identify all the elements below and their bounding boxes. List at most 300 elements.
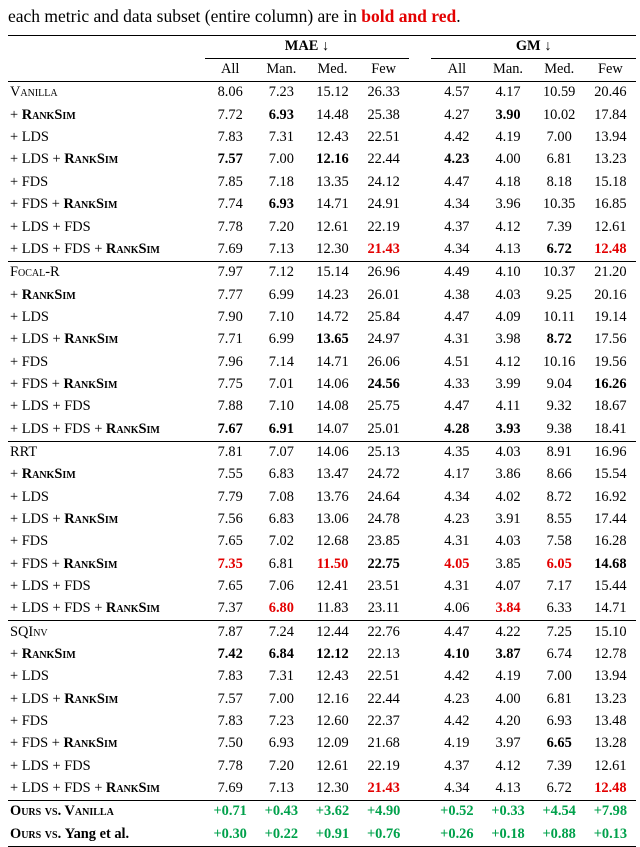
metric-cell: 22.51 [367,668,400,685]
column-spacer [409,509,431,531]
metric-cell: 16.85 [594,196,627,213]
metric-cell: +0.13 [593,825,628,842]
metric-cell: 23.51 [367,578,400,594]
metric-cell: 4.23 [444,690,470,707]
method-cell [8,351,205,373]
metric-cell: 6.91 [268,420,294,437]
metric-cell: 4.03 [495,286,521,303]
metric-cell: 7.78 [217,218,243,235]
method-cell [8,261,205,284]
metric-cell: 18.41 [594,420,627,437]
method-label-part: RankSim [64,690,119,707]
method-cell [8,644,205,666]
metric-cell: 4.27 [444,106,470,123]
column-spacer [409,149,431,171]
column-spacer [409,801,431,824]
metric-cell: 14.23 [316,286,349,303]
metric-cell: 4.37 [444,757,470,774]
column-spacer [409,329,431,351]
metric-cell: 6.81 [546,151,572,168]
metric-cell: 7.42 [217,646,243,663]
method-label-part: + FDS + [10,555,64,572]
method-label-part: + LDS [10,668,49,685]
metric-cell: 15.18 [594,173,627,190]
metric-cell: 4.37 [444,218,470,235]
method-cell [8,553,205,575]
table-row [8,801,636,824]
table-row [8,374,636,396]
method-label-part: RankSim [105,420,160,437]
metric-cell: 8.72 [546,488,572,505]
method-label-part: + FDS [10,713,49,730]
metric-cell: 7.81 [205,441,256,464]
metric-cell: 4.31 [444,533,470,550]
metric-cell: 17.56 [594,331,627,348]
column-spacer [409,374,431,396]
method-label-part: RankSim [63,196,118,213]
metric-cell: 7.12 [256,261,307,284]
metric-cell: 22.19 [367,757,400,774]
column-spacer [409,351,431,373]
column-spacer [409,284,431,306]
table-row [8,531,636,553]
method-label-part: RankSim [64,151,119,168]
column-spacer [409,823,431,846]
table-row [8,755,636,777]
metric-cell: 24.78 [367,510,400,527]
method-cell [8,509,205,531]
method-header-cell [8,35,205,58]
metric-cell: 4.00 [495,151,521,168]
method-cell [8,621,205,644]
metric-cell: 7.65 [217,578,243,594]
metric-cell: 15.10 [585,621,636,644]
metric-cell: 7.56 [217,510,243,527]
metric-cell: 7.75 [217,375,243,392]
column-header: Med. [307,58,358,81]
column-spacer [409,464,431,486]
metric-cell: 4.51 [444,353,470,370]
metric-cell: 11.50 [316,555,349,572]
column-spacer [409,171,431,193]
metric-cell: 7.00 [268,151,294,168]
method-cell [8,396,205,418]
metric-cell: +0.71 [205,801,256,824]
metric-cell: 7.39 [546,218,572,235]
metric-cell: 6.33 [546,600,572,617]
column-spacer [409,755,431,777]
method-cell [8,149,205,171]
method-label-part: + FDS [10,353,49,370]
method-label-part: + LDS + FDS [10,757,91,774]
metric-cell: 8.72 [546,331,572,348]
metric-cell: 7.14 [268,353,294,370]
metric-cell: 3.93 [495,420,521,437]
method-label-part: + LDS + FDS + [10,600,106,617]
metric-cell: 4.57 [444,84,470,101]
metric-cell: 24.97 [367,331,400,348]
method-cell [8,306,205,328]
metric-cell: 7.77 [217,286,243,303]
metric-cell: 13.65 [316,331,349,348]
metric-cell: 4.28 [444,420,470,437]
column-spacer [409,58,431,81]
table-row [8,216,636,238]
method-label-part: + FDS [10,533,49,550]
metric-cell: 6.93 [268,196,294,213]
method-label-part: + [10,646,22,663]
metric-cell: 4.20 [495,713,521,730]
column-header: Few [585,58,636,81]
metric-cell: 14.06 [316,375,349,392]
method-cell [8,329,205,351]
metric-cell: 7.13 [268,780,294,797]
metric-cell: 6.93 [546,713,572,730]
metric-cell: 6.83 [268,466,294,483]
metric-cell: 12.16 [316,690,349,707]
metric-cell: 7.50 [217,735,243,752]
method-cell [8,733,205,755]
metric-cell: 12.48 [594,240,627,257]
metric-cell: 10.37 [534,261,585,284]
metric-cell: 4.49 [431,261,482,284]
table-row [8,418,636,441]
metric-cell: 8.55 [546,510,572,527]
method-label-part: RRT [10,443,38,460]
metric-cell: 7.18 [268,173,294,190]
method-label-part: RankSim [21,646,76,663]
metric-cell: 7.20 [268,218,294,235]
table-row [8,464,636,486]
metric-cell: 4.17 [444,466,470,483]
metric-cell: 20.46 [594,84,627,101]
metric-cell: 22.76 [358,621,409,644]
metric-cell: 10.35 [542,196,576,213]
metric-cell: 13.06 [316,510,349,527]
column-header: Few [358,58,409,81]
caption-text-suffix: . [456,6,461,26]
metric-cell: 22.19 [367,218,400,235]
table-row [8,284,636,306]
method-cell [8,531,205,553]
table-row [8,644,636,666]
column-spacer [409,216,431,238]
metric-cell: 4.23 [444,510,470,527]
column-header: All [205,58,256,81]
metric-cell: 21.68 [367,735,400,752]
column-spacer [409,261,431,284]
table-row [8,127,636,149]
metric-cell: 13.23 [594,690,627,707]
column-spacer [409,238,431,261]
method-cell [8,194,205,216]
metric-cell: 24.12 [367,173,400,190]
column-spacer [409,35,431,58]
metric-cell: 7.78 [217,757,243,774]
table-row [8,509,636,531]
metric-cell: 16.28 [594,533,627,550]
metric-cell: 7.88 [217,398,243,415]
method-label-part: + LDS + FDS + [10,240,106,257]
metric-cell: 4.10 [444,646,470,663]
metric-cell: 7.57 [217,690,243,707]
metric-cell: 7.10 [268,308,294,325]
metric-cell: 26.01 [367,286,400,303]
column-header: Med. [534,58,585,81]
metric-cell: 8.18 [546,173,572,190]
method-cell [8,238,205,261]
metric-cell: 4.34 [444,240,470,257]
metric-cell: 7.08 [268,488,294,505]
sub-header-row [8,58,636,81]
metric-cell: 22.75 [367,555,400,572]
method-label-part: + LDS + FDS + [10,780,106,797]
method-label-part: + FDS + [10,735,64,752]
metric-cell: 14.06 [307,441,358,464]
method-label-part: + FDS [10,173,49,190]
metric-cell: 10.16 [542,353,576,370]
metric-cell: +3.62 [307,801,358,824]
table-row [8,351,636,373]
metric-cell: 4.42 [444,668,470,685]
method-label-part: + [10,466,22,483]
metric-cell: 6.93 [268,106,294,123]
metric-cell: 7.83 [217,129,243,146]
column-header: Man. [482,58,533,81]
method-label-part: + LDS + FDS [10,398,91,415]
column-spacer [409,127,431,149]
metric-cell: 12.16 [316,151,349,168]
method-label-part: + LDS [10,488,49,505]
metric-cell: 7.06 [268,578,294,594]
metric-cell: 4.03 [482,441,533,464]
method-label-part: + FDS + [10,375,64,392]
table-row [8,486,636,508]
metric-cell: 13.48 [594,713,627,730]
metric-cell: 6.80 [268,600,294,617]
table-body [8,82,636,801]
metric-cell: 12.41 [316,578,349,594]
metric-cell: 4.47 [431,621,482,644]
metric-cell: 3.85 [495,555,521,572]
metric-cell: 26.06 [367,353,400,370]
method-header-cell [8,58,205,81]
metric-cell: 4.47 [444,398,470,415]
metric-cell: 21.43 [367,240,400,257]
table-row [8,194,636,216]
table-row [8,666,636,688]
metric-cell: 4.35 [431,441,482,464]
metric-cell: 12.68 [316,533,349,550]
metric-cell: 14.68 [594,555,627,572]
metric-cell: 4.13 [495,780,521,797]
method-cell [8,171,205,193]
metric-cell: 7.65 [217,533,243,550]
method-cell [8,464,205,486]
metric-cell: 7.01 [268,375,294,392]
metric-cell: 4.02 [495,488,521,505]
method-label-part: + LDS + FDS [10,578,91,594]
method-label-part: + LDS + [10,690,65,707]
column-spacer [409,644,431,666]
method-cell [8,104,205,126]
caption-highlight: bold and red [361,6,457,26]
method-label-part: + LDS + FDS [10,218,91,235]
metric-cell: 7.90 [217,308,243,325]
column-header: All [431,58,482,81]
method-cell [8,374,205,396]
metric-cell: 4.42 [444,129,470,146]
metric-cell: 15.54 [594,466,627,483]
method-label-part: RankSim [21,286,76,303]
metric-cell: 12.12 [316,646,349,663]
metric-cell: 4.17 [495,84,521,101]
table-row [8,688,636,710]
metric-cell: 4.10 [482,261,533,284]
method-label-part: Ours vs. Vanilla [10,803,114,820]
metric-cell: 15.44 [594,578,627,594]
metric-cell: 25.75 [367,398,400,415]
method-label-part: SQInv [10,623,48,640]
metric-cell: 6.93 [268,735,294,752]
metric-cell: 4.31 [444,578,470,594]
metric-cell: 19.14 [594,308,627,325]
column-spacer [409,104,431,126]
metric-cell: 12.61 [316,757,349,774]
metric-cell: 7.96 [217,353,243,370]
metric-cell: 4.34 [444,488,470,505]
metric-cell: 14.71 [316,353,349,370]
metric-cell: 3.90 [495,106,521,123]
column-spacer [409,688,431,710]
metric-cell: 12.78 [594,646,627,663]
metric-cell: 13.35 [316,173,349,190]
column-spacer [409,733,431,755]
metric-group-label: MAE ↓ [205,35,410,58]
table-foot [8,801,636,847]
metric-cell: 7.00 [546,129,572,146]
method-label-part: RankSim [64,510,119,527]
column-spacer [409,666,431,688]
table-row [8,733,636,755]
method-cell [8,82,205,105]
method-label-part: Ours vs. [10,825,65,842]
metric-cell: 3.86 [495,466,521,483]
metric-cell: 6.81 [546,690,572,707]
metric-cell: 25.38 [367,106,400,123]
metric-cell: 7.31 [268,129,294,146]
metric-cell: 23.85 [367,533,400,550]
metric-cell: 7.25 [534,621,585,644]
metric-cell: 4.07 [495,578,521,594]
metric-cell: 13.23 [594,151,627,168]
table-row [8,396,636,418]
metric-cell: 12.44 [307,621,358,644]
table-head [8,35,636,81]
metric-cell: 6.83 [268,510,294,527]
column-spacer [409,576,431,598]
metric-cell: 3.87 [495,646,521,663]
column-spacer [409,553,431,575]
metric-cell: 24.91 [367,196,400,213]
method-cell [8,127,205,149]
caption-text-prefix: each metric and data subset (entire column) are in [8,6,362,26]
metric-cell: 4.23 [444,151,470,168]
column-spacer [409,441,431,464]
metric-cell: 12.43 [316,129,349,146]
column-spacer [409,621,431,644]
metric-cell: 12.60 [316,713,349,730]
metric-cell: 9.04 [546,375,572,392]
metric-cell: 7.83 [217,668,243,685]
method-label-part: Yang et al. [64,825,130,842]
metric-cell: 14.71 [594,600,627,617]
metric-cell: 26.96 [358,261,409,284]
metric-cell: 3.97 [495,735,521,752]
method-cell [8,778,205,801]
table-row [8,823,636,846]
metric-cell: 14.08 [316,398,349,415]
metric-cell: +0.91 [315,825,350,842]
column-spacer [409,82,431,105]
metric-cell: 3.91 [495,510,521,527]
metric-cell: 4.19 [495,129,521,146]
table-row [8,82,636,105]
metric-cell: 12.30 [316,240,349,257]
table-row [8,711,636,733]
metric-cell: 9.32 [546,398,572,415]
metric-cell: 7.23 [268,84,294,101]
metric-cell: 4.03 [495,533,521,550]
metric-cell: 4.47 [444,308,470,325]
metric-cell: 4.34 [444,780,470,797]
method-label-part: RankSim [105,780,160,797]
method-label-part: RankSim [21,106,76,123]
metric-cell: 3.96 [495,196,521,213]
method-cell [8,598,205,621]
metric-cell: 12.61 [316,218,349,235]
metric-cell: 7.74 [217,196,243,213]
metric-cell: 7.07 [256,441,307,464]
metric-cell: 6.72 [546,240,572,257]
metric-cell: 22.51 [367,129,400,146]
method-cell [8,216,205,238]
metric-cell: 7.24 [256,621,307,644]
method-label-part: RankSim [64,331,119,348]
table-row [8,238,636,261]
column-spacer [409,418,431,441]
metric-cell: 4.05 [444,555,470,572]
metric-cell: 6.81 [268,555,294,572]
metric-cell: 12.61 [594,757,627,774]
metric-cell: 4.13 [495,240,521,257]
metric-cell: 7.71 [217,331,243,348]
metric-cell: 10.02 [542,106,576,123]
metric-cell: 7.58 [546,533,572,550]
metric-cell: 7.23 [268,713,294,730]
table-row [8,598,636,621]
metric-cell: 7.00 [546,668,572,685]
metric-cell: 4.19 [444,735,470,752]
metric-cell: +0.26 [440,825,474,842]
metric-cell: 12.09 [316,735,349,752]
metric-cell: 4.12 [495,353,521,370]
table-row [8,171,636,193]
metric-cell: 7.79 [217,488,243,505]
metric-cell: 4.42 [444,713,470,730]
metric-cell: 19.56 [594,353,627,370]
method-cell [8,418,205,441]
